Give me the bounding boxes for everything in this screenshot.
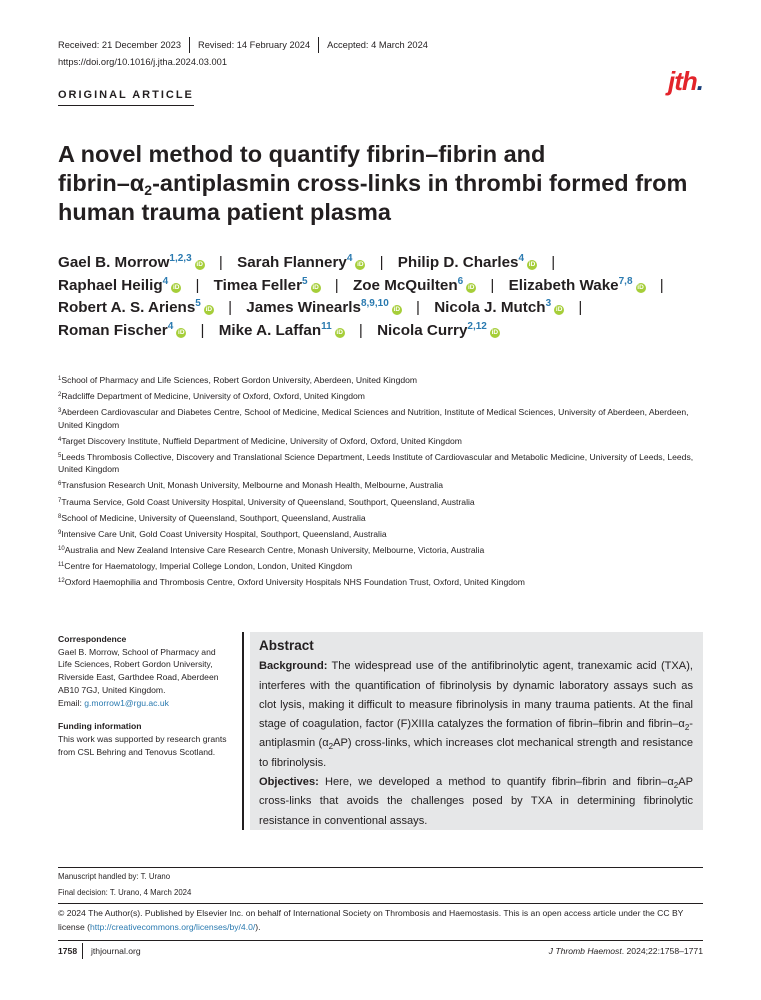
author[interactable]: Nicola Curry$^{2,12}$iD: [377, 320, 499, 339]
author[interactable]: Nicola J. Mutch$^3$iD: [434, 298, 563, 316]
affiliation: $^4$Target Discovery Institute, Nuffield Department of Medicine, University of Oxford, Oxford, United Kingdom: [58, 435, 462, 446]
orcid-icon[interactable]: iD: [172, 283, 180, 291]
author[interactable]: Zoe McQuilten$^6$iD: [352, 275, 475, 294]
author[interactable]: Mike A. Laffan$^{11}$iD: [218, 320, 343, 339]
author[interactable]: Elizabeth Wake$^{7,8}$iD: [508, 275, 644, 294]
accepted-date: Accepted: 4 March 2024: [327, 40, 428, 50]
abstract-background: Background: The widespread use of the antifibrinolytic agent, tranexamic acid (TXA), interferes with the quantification of fibrinolysis by dynamic laboratory assays such as clot lysis, making it difficult to measure fibrinolysis in many trauma patients. At the final stage of coagulation, factor (F)XIIIa catalyzes the formation of fibrin–fibrin and fibrin–$\alpha_2$-antiplasmin $(\alpha_2AP)$ cross-links, which increases clot mechanical strength and resistance to fibrinolysis.: [259, 660, 693, 769]
author[interactable]: Raphael Heilig$^4$iD: [58, 275, 180, 294]
affiliation: $^9$Intensive Care Unit, Gold Coast University Hospital, Southport, Queensland, Australia: [58, 528, 387, 539]
author[interactable]: Sarah Flannery$^4$iD: [237, 253, 364, 271]
author[interactable]: Roman Fischer$^4$iD: [58, 320, 185, 339]
orcid-icon[interactable]: iD: [196, 261, 203, 268]
affiliation: $^7$Trauma Service, Gold Coast University Hospital, University of Queensland, Southport, Queensland, Australia: [58, 496, 475, 507]
divider: [58, 867, 703, 868]
divider: [58, 940, 703, 941]
final-decision: Final decision: T. Urano, 4 March 2024: [58, 888, 192, 897]
author[interactable]: Timea Feller$^5$iD: [213, 275, 319, 294]
affiliation: $^5$Leeds Thrombosis Collective, Discovery and Translational Science Department, Leeds Institute of Cardiovascular and Metabolic Medicine, University of Leeds, Leeds, United Kingdom: [58, 451, 694, 475]
affiliation: $^{11}$Centre for Haematology, Imperial College London, London, United Kingdom: [58, 560, 353, 571]
side-info: Correspondence Gael B. Morrow, School of Pharmacy and Life Sciences, Robert Gordon University, Riverside East, Garthdee Road, Aberdeen AB10 7GJ, United Kingdom. Email: g.morrow1@rgu.ac.uk Funding information This work was supported by research grants from CSL Behring and Tenovus Scotland.: [58, 634, 227, 757]
orcid-icon[interactable]: iD: [357, 261, 364, 268]
author[interactable]: Gael B. Morrow$^{1,2,3}$iD: [58, 253, 203, 271]
orcid-icon[interactable]: iD: [491, 328, 499, 336]
affiliations: [58, 374, 706, 592]
orcid-icon[interactable]: iD: [336, 328, 343, 336]
orcid-icon[interactable]: iD: [555, 306, 563, 313]
license-text: © 2024 The Author(s). Published by Elsevier Inc. on behalf of International Society on Thrombosis and Haemostasis. This is an open access article under the CC BY license (http://creativecommons.org/licenses/by/4.0/).: [58, 908, 684, 932]
abstract-objectives: Objectives: Here, we developed a method to quantify fibrin–fibrin and fibrin–$\alpha_2AP$ cross-links that avoids the challenges posed by TXA in determining fibrinolytic resistance in conventional assays.: [259, 776, 693, 827]
publication-dates: [58, 37, 428, 53]
handled-by: Manuscript handled by: T. Urano: [58, 872, 171, 881]
divider: [58, 903, 703, 904]
journal-logo: jth.: [668, 66, 703, 96]
abstract-rule: [242, 632, 244, 830]
affiliation: $^{12}$Oxford Haemophilia and Thrombosis Centre, Oxford University Hospitals NHS Foundation Trust, Oxford, United Kingdom: [58, 577, 525, 588]
citation: J Thromb Haemost. 2024;22:1758–1771: [548, 946, 703, 956]
orcid-icon[interactable]: iD: [312, 283, 319, 291]
author-list: Gael B. Morrow$^{1,2,3}$iD | Sarah Flannery$^4$iD | Philip D. Charles$^4$iD | Raphael Heilig$^4$iD | Timea Feller$^5$iD | Zoe McQuilten$^6$iD | Elizabeth Wake$^{7,8}$iD | Robert A. S. Ariens$^5$iD | James Winearls$^{8,9,10}$iD | Nicola J. Mutch$^3$iD | Roman Fischer$^4$iD | Mike A. Laffan$^{11}$iD | Nicola Curry$^{2,12}$iD: [58, 253, 664, 339]
email-link[interactable]: g.morrow1@rgu.ac.uk: [84, 697, 169, 708]
separator: [189, 37, 190, 53]
funding-heading: Funding information: [58, 721, 142, 732]
affiliation: $^3$Aberdeen Cardiovascular and Diabetes Centre, School of Medicine, Medical Sciences and Nutrition, Institute of Medical Sciences, University of Aberdeen, Aberdeen, United Kingdom: [58, 407, 689, 430]
article-title: A novel method to quantify fibrin–fibrin and fibrin–$\alpha_2$-antiplasmin cross-links in thrombi formed from human trauma patient plasma: [58, 141, 688, 225]
affiliation: $^{10}$Australia and New Zealand Intensive Care Research Centre, Monash University, Melbourne, Victoria, Australia: [58, 544, 485, 555]
orcid-icon[interactable]: iD: [637, 283, 644, 291]
orcid-icon[interactable]: iD: [393, 306, 401, 313]
license-link[interactable]: http://creativecommons.org/licenses/by/4.0/: [90, 921, 256, 932]
doi-link[interactable]: https://doi.org/10.1016/j.jtha.2024.03.001: [58, 57, 228, 67]
author[interactable]: James Winearls$^{8,9,10}$iD: [246, 298, 401, 316]
article-type: ORIGINAL ARTICLE: [58, 89, 194, 106]
correspondence-heading: Correspondence: [58, 634, 127, 644]
orcid-icon[interactable]: iD: [178, 328, 185, 336]
separator: [82, 943, 83, 959]
affiliation: $^6$Transfusion Research Unit, Monash University, Melbourne and Monash Health, Melbourne, Australia: [58, 480, 443, 491]
author[interactable]: Philip D. Charles$^4$iD: [397, 253, 536, 271]
affiliation: $^8$School of Medicine, University of Queensland, Southport, Queensland, Australia: [58, 512, 366, 523]
affiliation: $^1$School of Pharmacy and Life Sciences, Robert Gordon University, Aberdeen, United Kingdom: [58, 375, 418, 385]
affiliation: $^2$Radcliffe Department of Medicine, University of Oxford, Oxford, United Kingdom: [58, 391, 365, 402]
abstract-heading: Abstract: [259, 638, 314, 653]
author[interactable]: Robert A. S. Ariens$^5$iD: [58, 298, 213, 316]
received-date: Received: 21 December 2023: [58, 40, 181, 50]
abstract-box: [250, 632, 703, 830]
page-number: 1758: [58, 946, 78, 956]
revised-date: Revised: 14 February 2024: [198, 40, 311, 50]
journal-site-link[interactable]: jthjournal.org: [91, 946, 141, 956]
separator: [318, 37, 319, 53]
orcid-icon[interactable]: iD: [528, 261, 536, 268]
orcid-icon[interactable]: iD: [205, 306, 213, 313]
orcid-icon[interactable]: iD: [467, 283, 475, 291]
